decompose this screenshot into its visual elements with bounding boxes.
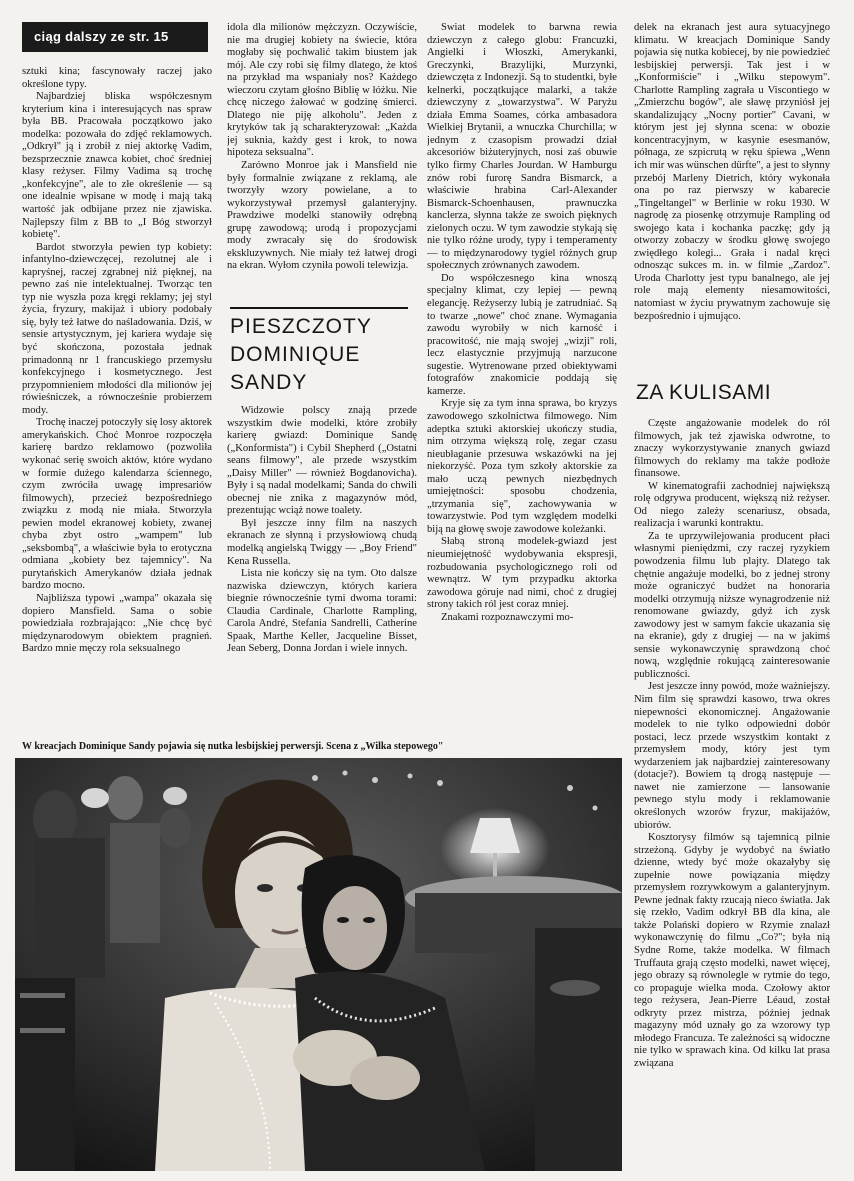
headline-line: PIESZCZOTY — [230, 315, 372, 338]
photo-illustration — [15, 758, 622, 1171]
paragraph: Słabą stroną modelek-gwiazd jest nieumiejętność wydobywania ekspresji, rozbudowania psychologicznego roli od wewnątrz. W tym przypadku aktorka zawodowa góruje nad nimi, choć z drugiej strony takich ról jest coraz mniej. — [427, 536, 617, 611]
paragraph: Świat modelek to barwna rewia dziewczyn z całego globu: Francuzki, Angielki i Włoszki, Amerykanki, Greczynki, Brazylijki, Murzynki, dziewczęta z Indonezji. Są to studentki, byłe kelnerki, początkujące malarki, a także dziewczyny z „towarzystwa". W Paryżu działa Emma Soames, córka ambasadora Wielkiej Brytanii, a wnuczka Churchilla; w jednym z czasopism prowadzi dział akcesoriów biżuteryjnych, nosi zaś obuwie tylko firmy Charles Jourdan. W Hamburgu znów robi furorę Sandra Bismarck, a właściwie hrabina Carl-Alexander Bismarck-Schoenhausen, prawnuczka kanclerza, słynna także ze swoich pięknych zielonych oczu. W tym zawodzie stykają się nie tylko różne urody, typy i temperamenty — to międzynarodowy tygiel różnych grup społecznych zrównanych zawodem. — [427, 22, 617, 272]
headline-pieszczoty — [230, 313, 410, 397]
film-still-photo — [15, 758, 622, 1171]
paragraph: Częste angażowanie modelek do ról filmowych, jak też zjawiska odwrotne, to znaczy wykorzystywanie znanych gwiazd filmowych do reklamy ma także podłoże finansowe. — [634, 418, 830, 480]
headline-rule — [230, 307, 408, 309]
column-1 — [22, 66, 212, 736]
headline-line: DOMINIQUE — [230, 343, 361, 366]
paragraph: idola dla milionów mężczyzn. Oczywiście, nie ma drugiej kobiety na świecie, która mogłaby się pochwalić takim biustem jak mój. Ale czy robi się filmy dlatego, że ktoś na przykład ma wspaniały nos? Każdego wieczoru czytam głośno Biblię w łóżku. Nie chcę niczego żałować w godzinę śmierci. Dlatego nie piję alkoholu". Jeden z krytyków tak ją scharakteryzował: „Każda jej suknia, każdy gest i krok, to nowa hipoteza seksualna". — [227, 22, 417, 159]
headline-za-kulisami: ZA KULISAMI — [636, 381, 772, 404]
photo-caption: W kreacjach Dominique Sandy pojawia się nutka lesbijskiej perwersji. Scena z „Wilka stepowego" — [22, 741, 444, 752]
paragraph: Znakami rozpoznawczymi mo- — [441, 611, 574, 623]
paragraph: Lista nie kończy się na tym. Oto dalsze nazwiska dziewczyn, których kariera biegnie równocześnie tymi dwoma torami: Claudia Cardinale, Charlotte Rampling, Carola André, Stefania Sandrelli, Catherine Spaak, Marthe Keller, Jacqueline Bisset, Jean Seberg, Donna Jordan i wiele innych. — [227, 568, 417, 655]
column-2-bottom — [227, 405, 417, 736]
paragraph: Był jeszcze inny film na naszych ekranach ze słynną i przysłowiową chudą modelką angielską Twiggy — „Boy Friend" Kena Russella. — [227, 517, 417, 567]
headline-line: SANDY — [230, 371, 308, 394]
column-4-bottom — [634, 418, 830, 1172]
paragraph: Kosztorysy filmów są tajemnicą pilnie strzeżoną. Gdyby je wydobyć na światło dzienne, wtedy być może okazałyby się zupełnie nowe powiązania między przemysłem rozrywkowym a galanteryjnym. Pewne jednak fakty rzucają nieco światła. Jak się rzekło, Vadim odkrył BB dla kina, ale także Polański dopiero w Rzymie znalazł wykonawczynię do filmu „Co?"; była nią Sydne Rome, także modelka. W filmach Truffauta grają często modelki, nawet więcej, jego obrazy są równolegle w rytmie do tego, co propaguje wielka moda. Czołowy aktor tego reżysera, Jean-Pierre Léaud, został odkryty przez mistrza, później jednak magazyny mód uznały go za wzorowy typ młodego Francuza. Te zależności są widoczne nie tylko w sprawach kina. Od kilku lat prasa związana — [634, 832, 830, 1069]
paragraph: Najbliższa typowi „wampa" okazała się dopiero Mansfield. Sama o sobie powiedziała rozbrajająco: „Nie chcę być międzynarodowym obiektem pragnień. Bardzo mnie męczy rola seksualnego — [22, 592, 212, 655]
paragraph: Do współczesnego kina wnoszą specjalny klimat, czy lepiej — pewną elegancję. Reżyserzy lubią je zatrudniać. Są to twarze „nowe" choć znane. Wymagania zawodu wyrobiły w nich karność i pracowitość, nie mają swojej „wizji" roli, lecz elastycznie przyjmują narzucone sugestie. Wytrenowane przed obiektywami fotografów znakomicie poddają się kamerze. — [427, 272, 617, 397]
column-3 — [427, 22, 617, 736]
paragraph: Widzowie polscy znają przede wszystkim dwie modelki, które zrobiły karierę gwiazd: Dominique Sandę („Konformista") i Cybil Shepherd („Ostatni seans filmowy", ale przede wszystkim „Daisy Miller" — również Bogdanovicha). Były i są nadal modelkami; Sanda do chwili obecnej nie znika z magazynów mód, prezentując wciąż nowe toalety. — [227, 405, 417, 517]
column-2-top — [227, 22, 417, 300]
paragraph: W kinematografii zachodniej największą rolę odgrywa producent, większą niż reżyser. Od niego zależy scenariusz, obsada, realizacja i warunki kontraktu. — [634, 480, 830, 530]
continued-label: ciąg dalszy ze str. 15 — [22, 22, 208, 52]
paragraph: Bardot stworzyła pewien typ kobiety: infantylno-dziewczęcej, rezolutnej ale i kapryśnej, raczej zgrabnej niż pięknej, na pewno zaś nie intelektualnej. Tworząc ten typ nie wyszła poza kręgi reklamy; jej styl życia, fryzury, makijaż i ubiory podobały się, były też łatwe do naśladowania. Dziś, w sensie artystycznym, jej kariera wydaje się być skończona, pozostała jednak primadonną nr 1 francuskiego przemysłu konfekcyjnego i kosmetycznego. Jest przypomnieniem młodości dla milionów jej rówieśniczek, a równocześnie probierzem mody. — [22, 241, 212, 416]
paragraph: Trochę inaczej potoczyły się losy aktorek amerykańskich. Choć Monroe rozpoczęła karierę bardzo reklamowo (pozwoliła wykonać serię swoich aktów, które wydano w formie dużego kalendarza ściennego, czym zwróciła uwagę impresariów filmowych), przecież bezpośredniego związku z modą nie miała. Stworzyła pewien model ekranowej kobiety, zwanej chyba zbyt ostro „wampem" lub „seksbombą", a właściwie była to erotyczna odmiana „kobiety bez tajemnicy". Na purytańskich Amerykanów działa jednak bardzo mocno. — [22, 417, 212, 592]
column-4-top — [634, 22, 830, 368]
paragraph: Zarówno Monroe jak i Mansfield nie były formalnie związane z reklamą, ale tworzyły wzory powielane, a to wykorzystywał przemysł galanteryjny. Prawdziwe modelki stanowiły odrębną grupę zawodową; urodą i propozycjami mody zwracały się do środowisk ekskluzywnych. Nie miały też łatwej drogi na ekran. Wyłom czyniła powoli telewizja. — [227, 160, 417, 272]
paragraph: Jest jeszcze inny powód, może ważniejszy. Nim film się sprawdzi kasowo, trwa okres niepewności ekonomicznej. Angażowanie modelek to nie tylko odpowiedni dobór postaci, lecz przede wszystkim kontakt z przemysłem mody, który jest tym wydarzeniem jak najbardziej zainteresowany (dotacje?). Bowiem tą drogą następuje — nawet nie zamierzone — lansowanie pewnego stylu mody i reklamowanie określonych wzorów fryzur, makijażów, ubiorów. — [634, 681, 830, 831]
paragraph: Najbardziej bliska współczesnym kryterium kina i interesujących nas spraw była BB. Pracowała początkowo jako modelka: pozowała do zdjęć reklamowych. „Odkrył" ją i zrobił z niej aktorkę Vadim, bezsprzecznie znawca kobiet, choć średniej klasy reżyser. Filmy Vadima są trochę „konfekcyjne", ale to złe określenie — są one idealnie wpisane w modę i mają taką wartość jak odbijane przez nie zjawiska. Najlepszy film z BB to „I Bóg stworzył kobietę". — [22, 91, 212, 241]
paragraph: sztuki kina; fascynowały raczej jako określone typy. — [22, 66, 212, 90]
paragraph: Za te uprzywilejowania producent płaci własnymi pieniędzmi, czy raczej ryzykiem powodzenia filmu lub plajty. Dlatego tak chętnie angażuje modelki, bo z jednej strony może ograniczyć budżet na honoraria modelki otrzymują niższe wynagrodzenie niż renomowane gwiazdy, gdyż ich zysk zawodowy jest w samym fakcie ukazania się na ekranie), gdy z drugiej — na w jakimś sensie wykonawczynię sprawdzoną choć nową, względnie rokującą zainteresowanie publiczności. — [634, 530, 830, 680]
paragraph: delek na ekranach jest aura sytuacyjnego klimatu. W kreacjach Dominique Sandy pojawia się nutka kobiecej, by nie powiedzieć lesbijskiej perwersji. Tak jest i w „Konformiście" i „Wilku stepowym". Charlotte Rampling zagrała u Viscontiego w „Zmierzchu bogów", ale sławę przyniósł jej skandalizujący „Nocny portier" Cavani, w którym jest jej słynna scena: w obozie koncentracyjnym, w kasynie esesmanów, półnaga, ze szpicrutą w ręku śpiewa „Wenn ich mir was wünschen dürfte", a jest to słynny przebój Marleny Dietrich, który wykonała ona po raz pierwszy w kabarecie „Tingeltangel" w Berlinie w roku 1930. W nagrodę za piosenkę otrzymuje Rampling od swojego kata i kochanka paczkę; gdy ją otworzy zobaczy w środku głowę swojego zwiędłego kolegi... Grała i nadal kręci odnosząc sukces m. in. w filmie „Zardoz". Uroda Charlotty jest typu banalnego, ale jej role mają elementy niesamowitości, natomiast w życiu prywatnym zachowuje się bezpośrednio i ujmująco. — [634, 22, 830, 322]
paragraph: Kryje się za tym inna sprawa, bo kryzys zawodowego szkolnictwa filmowego. Nim adeptka sztuki aktorskiej ukończy studia, nim otrzyma większą rolę, zegar czasu nieubłaganie przesuwa wskazówki na jej niekorzyść. Poza tym szkoły aktorskie za mało uczą pewnych niezbędnych umiejętności: sposobu chodzenia, „trzymania się", zachowywania w towarzystwie. Pod tym względem modelki biją na głowę swoje zawodowe koleżanki. — [427, 398, 617, 535]
